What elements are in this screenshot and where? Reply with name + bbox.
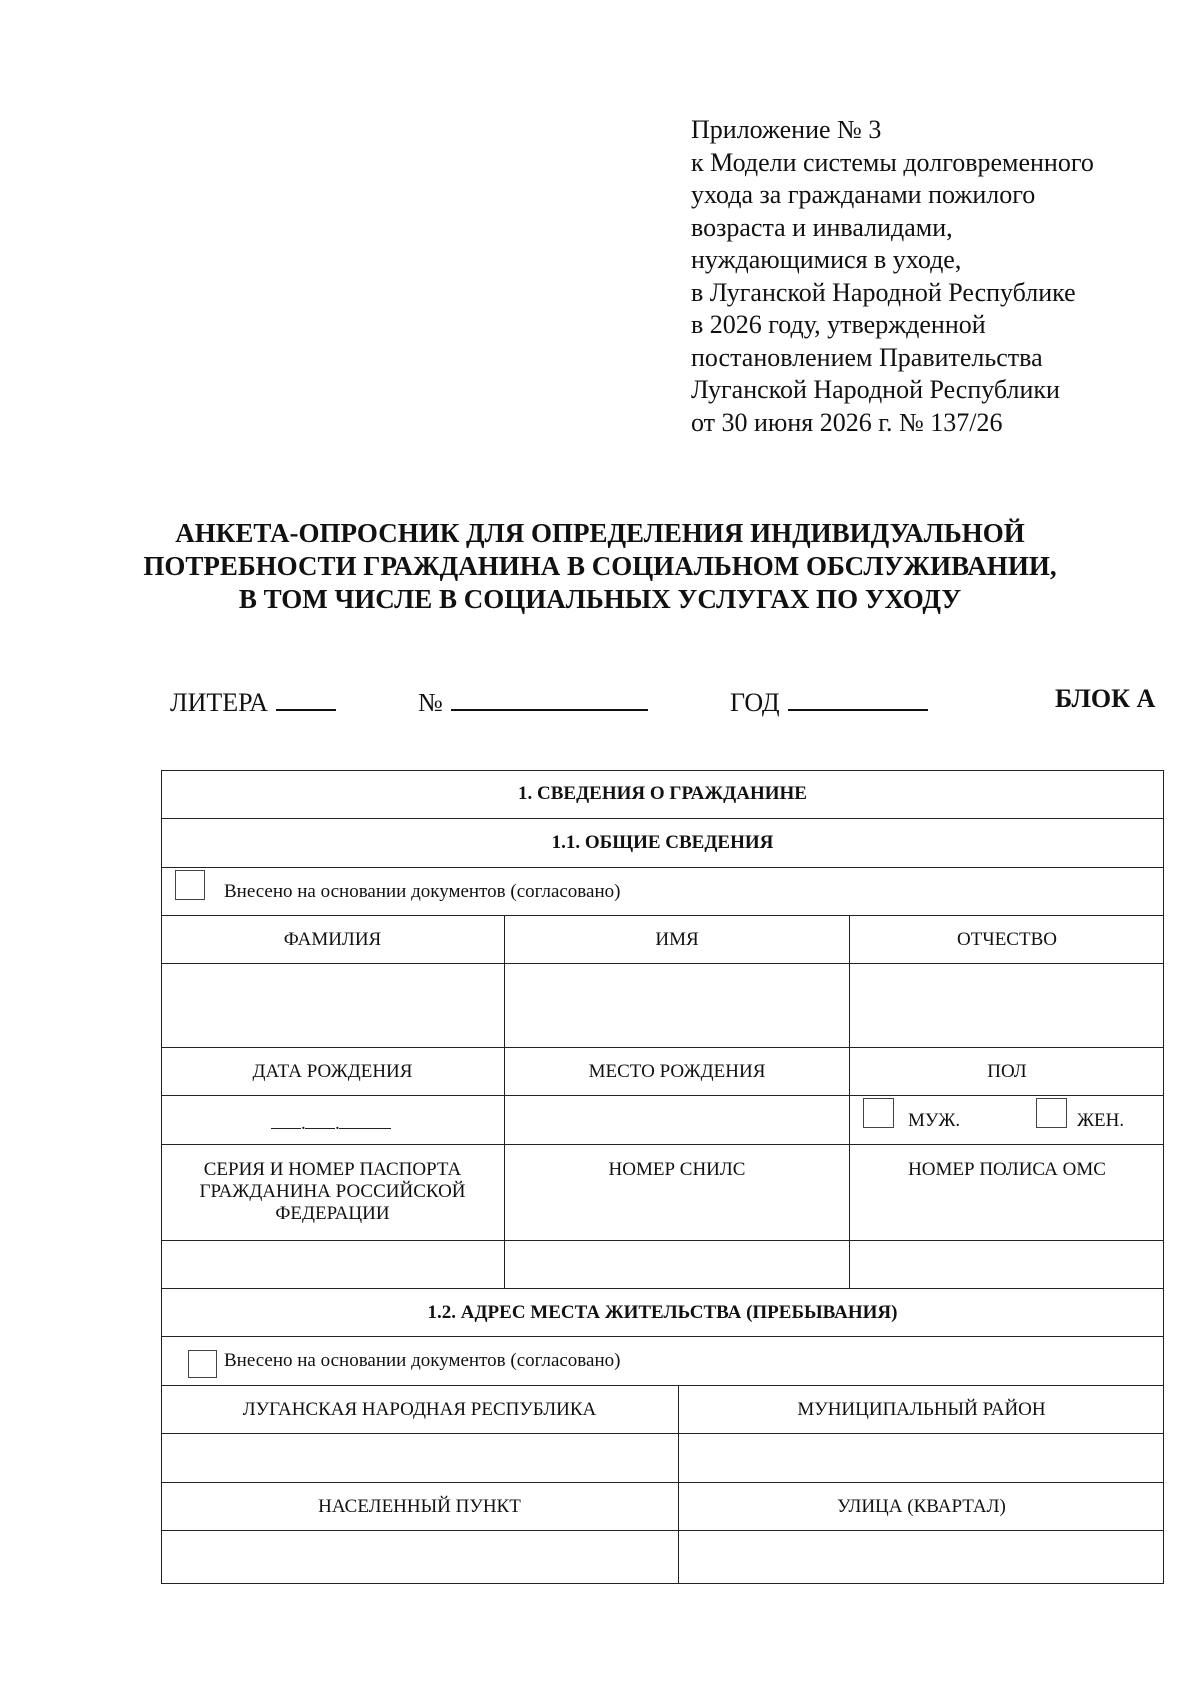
birth-date-field[interactable] — [161, 1096, 504, 1144]
appendix-line: Луганской Народной Республики — [691, 375, 1060, 404]
passport-field[interactable] — [161, 1241, 504, 1288]
documents-note: Внесено на основании документов (согласовано) — [224, 881, 621, 902]
settlement-input-row — [161, 1530, 1164, 1584]
section-heading: 1. СВЕДЕНИЯ О ГРАЖДАНИНЕ — [518, 783, 807, 804]
patronymic-label: ОТЧЕСТВО — [849, 916, 1164, 963]
address-documents-note: Внесено на основании документов (согласовано) — [224, 1350, 621, 1371]
surname-field[interactable] — [161, 964, 504, 1047]
citizen-info-form — [161, 770, 1164, 1584]
birth-header-row — [161, 1047, 1164, 1095]
documents-checkbox[interactable] — [175, 870, 205, 900]
birth-date-label: ДАТА РОЖДЕНИЯ — [252, 1060, 413, 1082]
snils-label: НОМЕР СНИЛС — [504, 1145, 849, 1240]
birth-place-field[interactable] — [504, 1096, 849, 1144]
region-input-row — [161, 1433, 1164, 1482]
street-field[interactable] — [678, 1531, 1164, 1584]
form-title — [100, 517, 1100, 616]
document-header-row — [161, 1144, 1164, 1240]
year-blank[interactable] — [788, 683, 928, 711]
appendix-line: нуждающимися в уходе, — [691, 245, 962, 274]
year-field — [730, 683, 928, 719]
sex-field — [849, 1096, 1164, 1144]
section-heading-row — [161, 770, 1164, 818]
litera-field — [170, 683, 336, 719]
sex-female-checkbox[interactable] — [1036, 1098, 1067, 1128]
appendix-line: Приложение № 3 — [691, 115, 882, 144]
birth-input-row — [161, 1095, 1164, 1144]
region-header-row — [161, 1385, 1164, 1433]
address-documents-row — [161, 1336, 1164, 1385]
appendix-line: ухода за гражданами пожилого — [691, 180, 1036, 209]
subsection-general-heading: 1.1. ОБЩИЕ СВЕДЕНИЯ — [551, 832, 774, 853]
district-field[interactable] — [678, 1434, 1164, 1482]
district-label: МУНИЦИПАЛЬНЫЙ РАЙОН — [678, 1386, 1164, 1433]
sex-label: ПОЛ — [849, 1048, 1164, 1095]
title-line: В ТОМ ЧИСЛЕ В СОЦИАЛЬНЫХ УСЛУГАХ ПО УХОДУ — [238, 584, 962, 614]
republic-field[interactable] — [161, 1434, 678, 1482]
patronymic-field[interactable] — [849, 964, 1164, 1047]
snils-field[interactable] — [504, 1241, 849, 1288]
title-line: ПОТРЕБНОСТИ ГРАЖДАНИНА В СОЦИАЛЬНОМ ОБСЛУЖИВАНИИ, — [143, 551, 1057, 581]
appendix-line: от 30 июня 2026 г. № 137/26 — [691, 407, 1003, 437]
appendix-line: постановлением Правительства — [691, 342, 1043, 372]
documents-row — [161, 867, 1164, 915]
subsection-address-heading: 1.2. АДРЕС МЕСТА ЖИТЕЛЬСТВА (ПРЕБЫВАНИЯ) — [427, 1301, 898, 1323]
republic-label: ЛУГАНСКАЯ НАРОДНАЯ РЕСПУБЛИКА — [242, 1398, 597, 1420]
appendix-line: возраста и инвалидами, — [691, 212, 953, 242]
passport-label: СЕРИЯ И НОМЕР ПАСПОРТА ГРАЖДАНИНА РОССИЙСКОЙ ФЕДЕРАЦИИ — [199, 1159, 466, 1224]
name-input-row — [161, 963, 1164, 1047]
year-label: ГОД — [730, 688, 780, 717]
name-field[interactable] — [504, 964, 849, 1047]
address-documents-checkbox[interactable] — [188, 1350, 217, 1378]
appendix-note — [691, 114, 1161, 439]
birth-place-label: МЕСТО РОЖДЕНИЯ — [504, 1048, 849, 1095]
settlement-header-row — [161, 1482, 1164, 1530]
settlement-label: НАСЕЛЕННЫЙ ПУНКТ — [318, 1495, 521, 1517]
sex-female-label: ЖЕН. — [1077, 1110, 1125, 1131]
oms-field[interactable] — [849, 1241, 1164, 1288]
sex-male-label: МУЖ. — [908, 1110, 961, 1131]
number-label: № — [418, 688, 443, 717]
subsection-heading-row — [161, 818, 1164, 867]
number-blank[interactable] — [451, 683, 648, 711]
appendix-line: к Модели системы долговременного — [691, 147, 1094, 177]
litera-label: ЛИТЕРА — [170, 688, 269, 717]
sex-male-checkbox[interactable] — [863, 1098, 894, 1128]
surname-label: ФАМИЛИЯ — [283, 928, 382, 950]
name-header-row — [161, 915, 1164, 963]
appendix-line: в Луганской Народной Республике — [691, 277, 1076, 307]
block-label: БЛОК А — [1055, 684, 1156, 713]
address-heading-row — [161, 1288, 1164, 1336]
appendix-line: в 2026 году, утвержденной — [691, 310, 986, 339]
document-input-row — [161, 1240, 1164, 1288]
settlement-field[interactable] — [161, 1531, 678, 1584]
number-field — [418, 683, 648, 719]
street-label: УЛИЦА (КВАРТАЛ) — [678, 1483, 1164, 1530]
oms-label: НОМЕР ПОЛИСА ОМС — [849, 1145, 1164, 1240]
title-line: АНКЕТА-ОПРОСНИК ДЛЯ ОПРЕДЕЛЕНИЯ ИНДИВИДУАЛЬНОЙ — [175, 518, 1025, 548]
litera-blank[interactable] — [276, 683, 336, 711]
name-label: ИМЯ — [504, 916, 849, 963]
birth-date-blank: . . — [271, 1110, 391, 1135]
